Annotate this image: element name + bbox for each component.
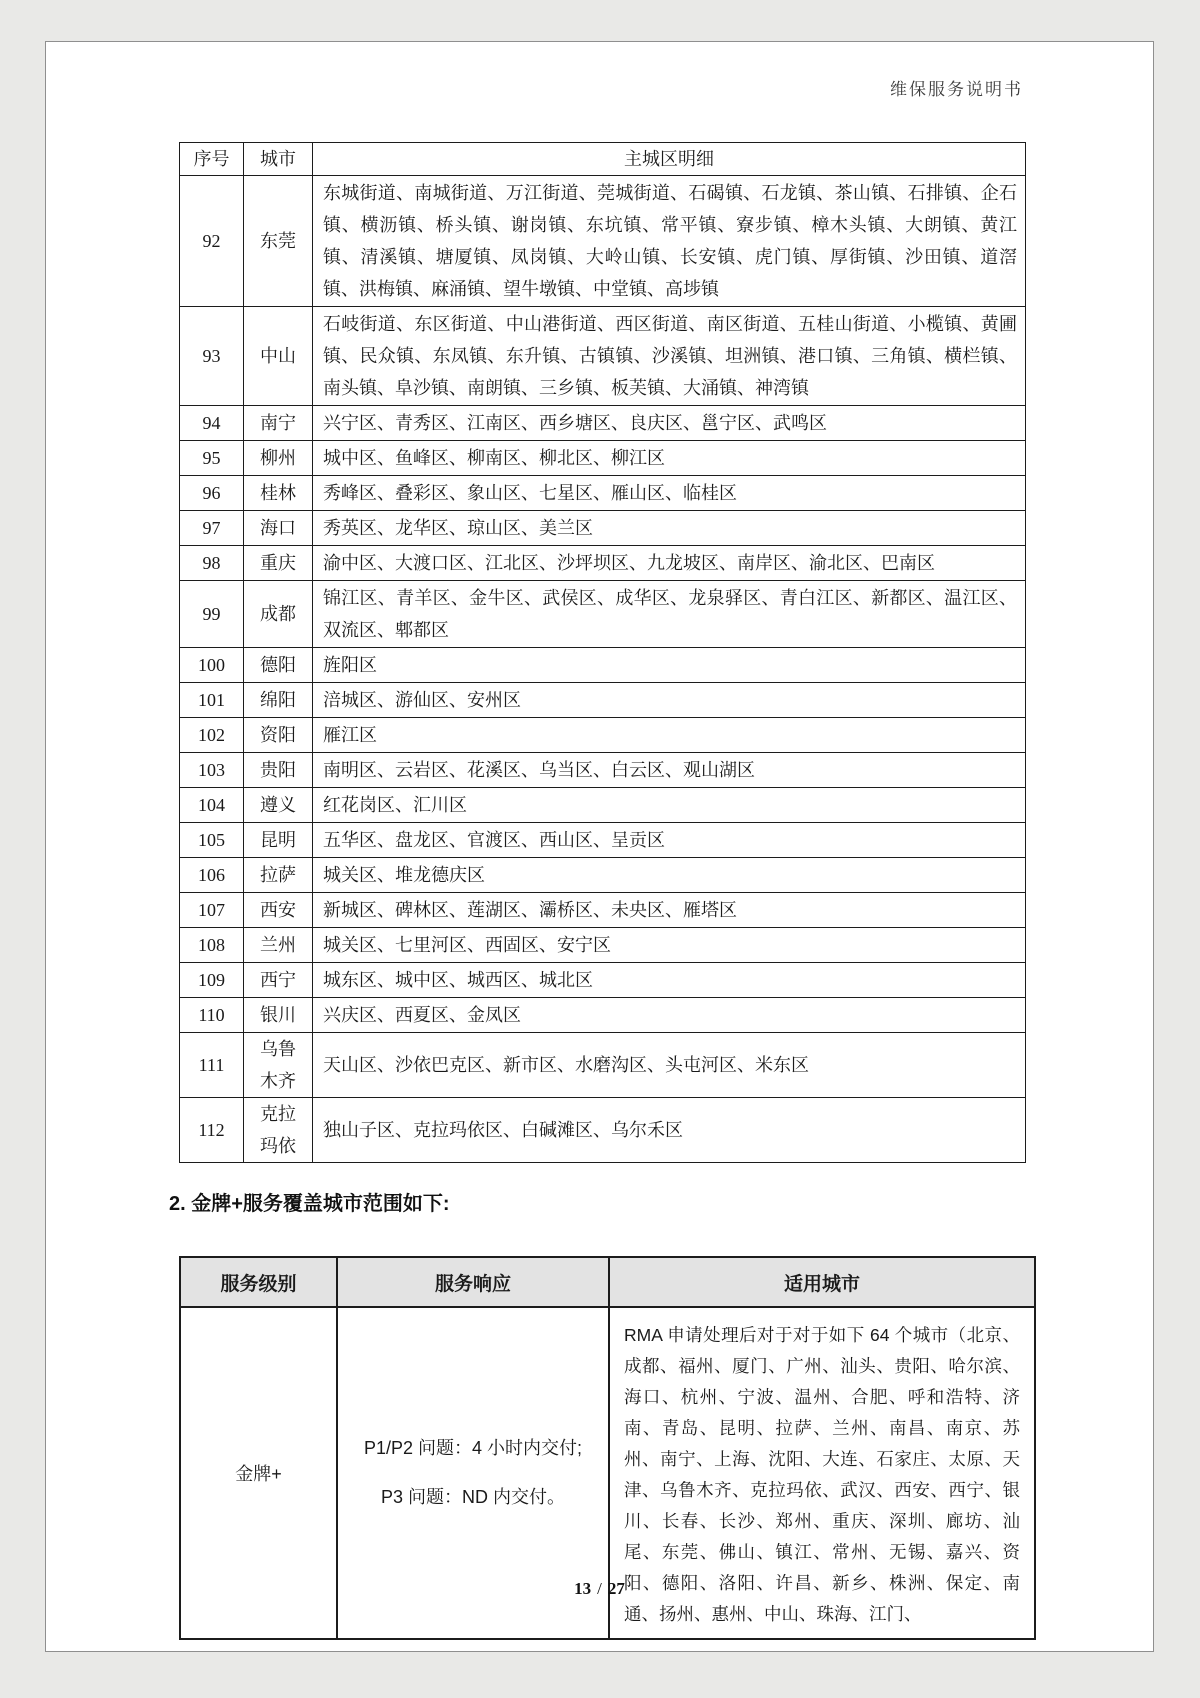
row-number: 106 [180,858,244,893]
page-content [169,142,1025,1640]
response-p3: P3 问题：ND 内交付。 [380,1487,566,1507]
row-city: 昆明 [244,823,313,858]
row-number: 111 [180,1033,244,1098]
section-heading: 2. 金牌+服务覆盖城市范围如下: [169,1193,450,1215]
col-header-service-response: 服务响应 [337,1257,609,1307]
service-level-cell: 金牌+ [180,1307,337,1639]
row-districts: 秀英区、龙华区、琼山区、美兰区 [313,511,1026,546]
applicable-cities-cell: RMA 申请处理后对于对于如下 64 个城市（北京、成都、福州、厦门、广州、汕头、贵阳、哈尔滨、海口、杭州、宁波、温州、合肥、呼和浩特、济南、青岛、昆明、拉萨、兰州、南昌、南京、苏州、南宁、上海、沈阳、大连、石家庄、太原、天津、乌鲁木齐、克拉玛依、武汉、西安、西宁、银川、长春、长沙、郑州、重庆、深圳、廊坊、汕尾、东莞、佛山、镇江、常州、无锡、嘉兴、资阳、德阳、洛阳、许昌、新乡、株洲、保定、南通、扬州、惠州、中山、珠海、江门、 [609,1307,1035,1639]
table-row [180,476,1026,511]
row-number: 109 [180,963,244,998]
row-number: 105 [180,823,244,858]
col-header-service-level: 服务级别 [180,1257,337,1307]
col-header-details: 主城区明细 [313,143,1026,176]
row-number: 107 [180,893,244,928]
row-districts: 新城区、碑林区、莲湖区、灞桥区、未央区、雁塔区 [313,893,1026,928]
table-row [180,307,1026,406]
table-row [180,581,1026,648]
row-districts: 兴庆区、西夏区、金凤区 [313,998,1026,1033]
row-districts: 城关区、堆龙德庆区 [313,858,1026,893]
row-districts: 东城街道、南城街道、万江街道、莞城街道、石碣镇、石龙镇、茶山镇、石排镇、企石镇、横沥镇、桥头镇、谢岗镇、东坑镇、常平镇、寮步镇、樟木头镇、大朗镇、黄江镇、清溪镇、塘厦镇、凤岗镇、大岭山镇、长安镇、虎门镇、厚街镇、沙田镇、道滘镇、洪梅镇、麻涌镇、望牛墩镇、中堂镇、高埗镇 [313,176,1026,307]
row-districts: 涪城区、游仙区、安州区 [313,683,1026,718]
row-districts: 城东区、城中区、城西区、城北区 [313,963,1026,998]
table-row [180,858,1026,893]
table-row [180,441,1026,476]
row-districts: 城中区、鱼峰区、柳南区、柳北区、柳江区 [313,441,1026,476]
row-districts: 五华区、盘龙区、官渡区、西山区、呈贡区 [313,823,1026,858]
row-districts: 石岐街道、东区街道、中山港街道、西区街道、南区街道、五桂山街道、小榄镇、黄圃镇、民众镇、东凤镇、东升镇、古镇镇、沙溪镇、坦洲镇、港口镇、三角镇、横栏镇、南头镇、阜沙镇、南朗镇、三乡镇、板芙镇、大涌镇、神湾镇 [313,307,1026,406]
row-districts: 独山子区、克拉玛依区、白碱滩区、乌尔禾区 [313,1098,1026,1163]
row-districts: 红花岗区、汇川区 [313,788,1026,823]
row-city: 资阳 [244,718,313,753]
col-header-no: 序号 [180,143,244,176]
table-row [180,998,1026,1033]
row-number: 94 [180,406,244,441]
row-number: 93 [180,307,244,406]
row-number: 100 [180,648,244,683]
table-row [180,753,1026,788]
row-number: 102 [180,718,244,753]
row-number: 99 [180,581,244,648]
table-row [180,648,1026,683]
row-number: 108 [180,928,244,963]
row-districts: 城关区、七里河区、西固区、安宁区 [313,928,1026,963]
page-number [46,1579,1153,1599]
page-current: 13 [574,1579,592,1598]
row-number: 101 [180,683,244,718]
col-header-applicable-cities: 适用城市 [609,1257,1035,1307]
row-city: 遵义 [244,788,313,823]
table-row [180,963,1026,998]
row-number: 97 [180,511,244,546]
row-number: 96 [180,476,244,511]
table-row [180,1033,1026,1098]
row-number: 110 [180,998,244,1033]
table-row [180,511,1026,546]
row-number: 98 [180,546,244,581]
row-city: 绵阳 [244,683,313,718]
row-number: 104 [180,788,244,823]
document-page [45,41,1154,1652]
row-city: 克拉玛依 [244,1098,313,1163]
city-districts-table [179,142,1026,1163]
table-row [180,893,1026,928]
row-city: 成都 [244,581,313,648]
row-districts: 旌阳区 [313,648,1026,683]
table-row [180,1098,1026,1163]
table-row [180,683,1026,718]
table-row [180,928,1026,963]
page-header-title: 维保服务说明书 [890,80,1023,99]
row-city: 西宁 [244,963,313,998]
row-city: 银川 [244,998,313,1033]
row-districts: 渝中区、大渡口区、江北区、沙坪坝区、九龙坡区、南岸区、渝北区、巴南区 [313,546,1026,581]
row-city: 中山 [244,307,313,406]
row-districts: 秀峰区、叠彩区、象山区、七星区、雁山区、临桂区 [313,476,1026,511]
page-separator: / [597,1579,602,1598]
table-row [180,176,1026,307]
col-header-city: 城市 [244,143,313,176]
table-header-row [180,1257,1035,1307]
table-row [180,546,1026,581]
row-city: 德阳 [244,648,313,683]
response-p1p2: P1/P2 问题：4 小时内交付; [363,1438,583,1458]
table-row [180,788,1026,823]
row-city: 贵阳 [244,753,313,788]
row-city: 柳州 [244,441,313,476]
row-districts: 南明区、云岩区、花溪区、乌当区、白云区、观山湖区 [313,753,1026,788]
city-table-body [180,176,1026,1163]
row-city: 兰州 [244,928,313,963]
row-city: 桂林 [244,476,313,511]
row-districts: 天山区、沙依巴克区、新市区、水磨沟区、头屯河区、米东区 [313,1033,1026,1098]
page-total: 27 [607,1579,625,1598]
table-header-row [180,143,1026,176]
row-city: 西安 [244,893,313,928]
row-city: 东莞 [244,176,313,307]
row-number: 103 [180,753,244,788]
row-city: 重庆 [244,546,313,581]
table-row [180,823,1026,858]
row-districts: 雁江区 [313,718,1026,753]
row-number: 92 [180,176,244,307]
table-row [180,718,1026,753]
row-number: 112 [180,1098,244,1163]
row-city: 南宁 [244,406,313,441]
row-city: 拉萨 [244,858,313,893]
row-districts: 锦江区、青羊区、金牛区、武侯区、成华区、龙泉驿区、青白江区、新都区、温江区、双流区、郫都区 [313,581,1026,648]
row-districts: 兴宁区、青秀区、江南区、西乡塘区、良庆区、邕宁区、武鸣区 [313,406,1026,441]
row-city: 乌鲁木齐 [244,1033,313,1098]
row-number: 95 [180,441,244,476]
row-city: 海口 [244,511,313,546]
table-row [180,406,1026,441]
